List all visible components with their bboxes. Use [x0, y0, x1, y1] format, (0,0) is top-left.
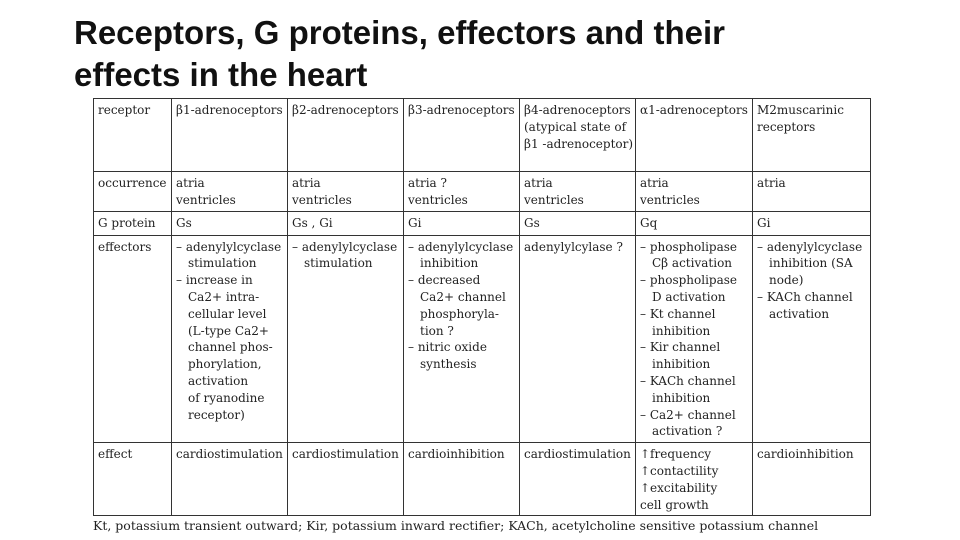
cell-line: receptors: [757, 119, 816, 134]
cell-line: – adenylylcyclase: [292, 239, 398, 254]
table-cell: [288, 443, 404, 516]
title-line-1: Receptors, G proteins, effectors and their: [74, 14, 725, 51]
cell-line: – KACh channel: [640, 373, 736, 388]
cell-line: stimulation: [304, 256, 373, 271]
table-cell: [753, 235, 871, 443]
table-cell: [288, 211, 404, 235]
cell-line: – adenylylcyclase: [757, 239, 863, 254]
cell-line: Ca2+ channel: [420, 289, 506, 304]
cell-line: – Kir channel: [640, 340, 721, 355]
footnote: Kt, potassium transient outward; Kir, potassium inward rectifier; KACh, acetylcholine sensitive potassium channel: [93, 518, 819, 533]
table-cell: [404, 172, 520, 212]
cell-line: β4-adrenoceptors: [524, 103, 631, 117]
cell-line: – decreased: [408, 273, 481, 288]
cell-line: ventricles: [176, 192, 236, 207]
table-cell: [636, 99, 753, 172]
table-cell: [404, 235, 520, 443]
cell-line: α1-adrenoceptors: [640, 103, 748, 117]
cell-line: cardioinhibition: [408, 447, 505, 462]
cell-line: adenylylcylase ?: [524, 239, 623, 254]
table-cell: [404, 443, 520, 516]
cell-line: inhibition: [652, 323, 711, 338]
cell-line: atria: [757, 176, 786, 190]
table-row-receptor: [94, 99, 871, 172]
cell-line: – phospholipase: [640, 273, 738, 288]
cell-line: cardiostimulation: [524, 447, 631, 462]
table-cell: [636, 443, 753, 516]
table-cell: [753, 443, 871, 516]
cell-line: – Kt channel: [640, 306, 716, 321]
cell-line: – adenylylcyclase: [176, 239, 282, 254]
cell-line: ventricles: [524, 192, 584, 207]
table-cell: [520, 99, 636, 172]
cell-line: β2-adrenoceptors: [292, 103, 399, 117]
cell-line: (atypical state of: [524, 119, 627, 134]
cell-line: Gs: [176, 215, 192, 230]
cell-line: M2muscarinic: [757, 103, 844, 117]
cell-line: Gq: [640, 215, 658, 230]
cell-line: phosphoryla-: [420, 306, 499, 321]
cell-line: ventricles: [408, 192, 468, 207]
cell-line: phorylation,: [188, 357, 262, 372]
cell-line: ↑excitability: [640, 480, 718, 495]
table-row-G-protein: [94, 211, 871, 235]
table-cell: [288, 99, 404, 172]
row-label: G protein: [94, 211, 172, 235]
cell-line: Gs , Gi: [292, 215, 333, 230]
table-row-effect: [94, 443, 871, 516]
cell-line: activation: [188, 373, 249, 388]
cell-line: – KACh channel: [757, 289, 853, 304]
table-row-effectors: [94, 235, 871, 443]
cell-line: atria: [640, 176, 669, 190]
table-cell: [520, 443, 636, 516]
cell-line: cardioinhibition: [757, 447, 854, 462]
cell-line: atria ?: [408, 176, 447, 190]
table-cell: [753, 211, 871, 235]
cell-line: – increase in: [176, 273, 253, 288]
cell-line: of ryanodine: [188, 390, 265, 405]
row-label: effect: [94, 443, 172, 516]
table-cell: [520, 211, 636, 235]
row-label: occurrence: [94, 172, 172, 212]
table-cell: [636, 172, 753, 212]
cell-line: cellular level: [188, 306, 267, 321]
cell-line: node): [769, 273, 804, 288]
cell-line: Gi: [757, 215, 771, 230]
cell-line: inhibition: [652, 357, 711, 372]
table-cell: [404, 99, 520, 172]
cell-line: receptor): [188, 407, 245, 422]
table-cell: [753, 99, 871, 172]
cell-line: cell growth: [640, 497, 709, 512]
cell-line: – phospholipase: [640, 239, 738, 254]
cell-line: synthesis: [420, 357, 477, 372]
cell-line: cardiostimulation: [176, 447, 283, 462]
cell-line: ventricles: [640, 192, 700, 207]
cell-line: Ca2+ intra-: [188, 289, 260, 304]
cell-line: ventricles: [292, 192, 352, 207]
cell-line: tion ?: [420, 323, 454, 338]
table-cell: [172, 211, 288, 235]
cell-line: ↑contactility: [640, 463, 719, 478]
row-label: receptor: [94, 99, 172, 172]
cell-line: – Ca2+ channel: [640, 407, 736, 422]
cell-line: Cβ activation: [652, 256, 733, 271]
cell-line: D activation: [652, 289, 726, 304]
slide-title: [74, 12, 934, 96]
cell-line: activation: [769, 306, 830, 321]
cell-line: β3-adrenoceptors: [408, 103, 515, 117]
table-cell: [172, 172, 288, 212]
cell-line: Gi: [408, 215, 422, 230]
cell-line: cardiostimulation: [292, 447, 399, 462]
cell-line: – nitric oxide: [408, 340, 487, 355]
row-label: effectors: [94, 235, 172, 443]
cell-line: atria: [176, 176, 205, 190]
cell-line: channel phos-: [188, 340, 273, 355]
receptor-table: [93, 98, 871, 516]
cell-line: inhibition (SA: [769, 256, 853, 271]
table-cell: [636, 235, 753, 443]
cell-line: stimulation: [188, 256, 257, 271]
table-cell: [404, 211, 520, 235]
cell-line: ↑frequency: [640, 447, 712, 462]
cell-line: β1 -adrenoceptor): [524, 136, 634, 151]
table-cell: [172, 235, 288, 443]
cell-line: activation ?: [652, 424, 723, 439]
table-cell: [636, 211, 753, 235]
table-cell: [753, 172, 871, 212]
cell-line: Gs: [524, 215, 540, 230]
table-cell: [172, 99, 288, 172]
table-cell: [288, 235, 404, 443]
title-line-2: effects in the heart: [74, 56, 368, 93]
cell-line: – adenylylcyclase: [408, 239, 514, 254]
table-cell: [172, 443, 288, 516]
cell-line: inhibition: [420, 256, 479, 271]
table-cell: [520, 172, 636, 212]
cell-line: inhibition: [652, 390, 711, 405]
table-row-occurrence: [94, 172, 871, 212]
cell-line: atria: [524, 176, 553, 190]
table-cell: [288, 172, 404, 212]
cell-line: (L-type Ca2+: [188, 323, 269, 338]
cell-line: β1-adrenoceptors: [176, 103, 283, 117]
table-cell: [520, 235, 636, 443]
cell-line: atria: [292, 176, 321, 190]
